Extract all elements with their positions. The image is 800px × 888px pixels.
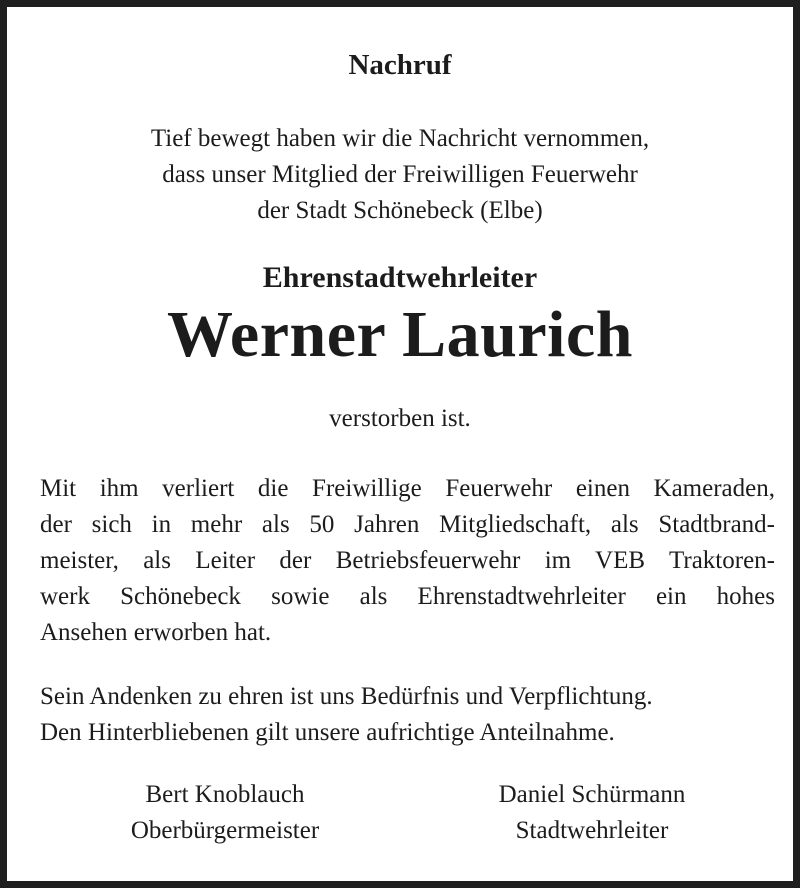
intro-line: der Stadt Schönebeck (Elbe) [257,197,543,224]
notice-title: Nachruf [348,49,452,81]
paragraph-line: der sich in mehr als 50 Jahren Mitgliedschaft, als Stadtbrand- [40,511,775,538]
tribute-paragraph [40,471,775,651]
paragraph-line: Mit ihm verliert die Freiwillige Feuerwehr einen Kameraden, [40,475,775,502]
deceased-name: Werner Laurich [167,298,633,371]
paragraph-line: meister, als Leiter der Betriebsfeuerwehr im VEB Traktoren- [40,547,775,574]
died-text: verstorben ist. [329,405,471,432]
signatory-name: Bert Knoblauch [145,781,305,808]
signatory-role: Oberbürgermeister [130,817,320,844]
signature-mayor [75,777,375,849]
deceased-rank: Ehrenstadtwehrleiter [262,261,538,294]
paragraph-line: Den Hinterbliebenen gilt unsere aufrichtige Anteilnahme. [40,719,615,746]
signatory-name: Daniel Schürmann [498,781,686,808]
signature-fire-chief [442,777,742,849]
signatory-role: Stadtwehrleiter [515,817,669,844]
paragraph-line: Ansehen erworben hat. [40,619,272,646]
paragraph-line: werk Schönebeck sowie als Ehrenstadtwehrleiter ein hohes [40,583,775,610]
intro-line: Tief bewegt haben wir die Nachricht vernommen, [150,125,650,152]
intro-text [7,121,793,229]
intro-line: dass unser Mitglied der Freiwilligen Feuerwehr [162,161,638,188]
paragraph-line: Sein Andenken zu ehren ist uns Bedürfnis und Verpflichtung. [40,683,653,710]
condolence-paragraph [40,679,775,751]
